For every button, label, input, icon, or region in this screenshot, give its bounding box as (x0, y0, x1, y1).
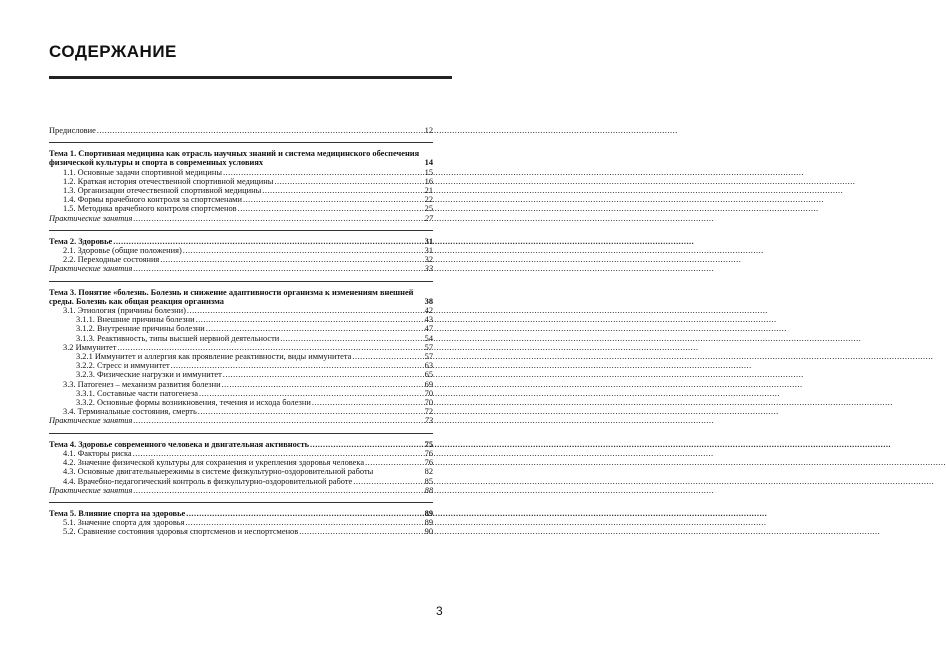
toc-entry-title: 2.2. Переходные состояния (63, 255, 160, 265)
toc-entry-title: 1.4. Формы врачебного контроля за спортсменами (63, 195, 242, 205)
toc-entry-page: 31 (424, 246, 433, 256)
toc-entry[interactable] (49, 195, 433, 204)
toc-entry-page: 76 (424, 458, 433, 468)
toc-entry-page: 75 (424, 439, 433, 449)
toc-entry[interactable] (49, 255, 433, 264)
toc-entry-page: 31 (424, 236, 433, 246)
toc-entry-page: 43 (424, 315, 433, 325)
title-rule (49, 76, 452, 79)
toc-entry-page: 76 (424, 448, 433, 458)
toc-entry-title: 3.1. Этиология (причины болезни) (63, 306, 186, 316)
toc-entry-page: 27 (424, 213, 433, 223)
table-of-contents (49, 126, 433, 544)
page-title: СОДЕРЖАНИЕ (49, 42, 177, 61)
toc-entry-page: 21 (424, 186, 433, 196)
toc-entry[interactable] (49, 467, 433, 476)
toc-entry-page: 38 (424, 296, 433, 306)
toc-entry-page: 47 (424, 324, 433, 334)
toc-topic-5-heading[interactable] (49, 509, 433, 518)
toc-entry-title: 3.3.2. Основные формы возникновения, течения и исхода болезни (76, 398, 311, 408)
toc-entry-page: 82 (424, 467, 433, 477)
toc-entry-page: 12 (424, 126, 433, 135)
toc-subentry[interactable] (49, 324, 433, 333)
toc-section-topic-4 (49, 440, 433, 495)
toc-subentry[interactable] (49, 398, 433, 407)
toc-entry-page: 89 (424, 518, 433, 528)
toc-entry[interactable] (49, 186, 433, 195)
toc-entry[interactable] (49, 407, 433, 416)
toc-entry-title: Практические занятия (49, 485, 133, 495)
toc-subentry[interactable] (49, 352, 433, 361)
toc-entry-title: 5.2. Сравнение состояния здоровья спортсменов и неспортсменов (63, 527, 299, 537)
section-divider (49, 142, 433, 143)
toc-topic-title: Тема 3. Понятие «болезнь. Болезнь и снижение адаптивности организма к изменениям внешней среды. Болезнь как общая реакция организма (49, 287, 414, 306)
toc-topic-4-heading[interactable] (49, 440, 433, 449)
toc-entry-title: 3.1.3. Реактивность, типы высшей нервной деятельности (76, 333, 280, 343)
toc-entry[interactable] (49, 477, 433, 486)
toc-entry-title: 1.2. Краткая история отечественной спортивной медицины (63, 176, 274, 186)
toc-entry-page: 42 (424, 306, 433, 316)
toc-entry[interactable] (49, 380, 433, 389)
toc-entry-title: 3.2.3. Физические нагрузки и иммунитет (76, 370, 222, 380)
toc-subentry[interactable] (49, 361, 433, 370)
toc-entry[interactable] (49, 518, 433, 527)
toc-topic-title: Тема 1. Спортивная медицина как отрасль научных знаний и система медицинского обеспечения физической культуры и спорта в современных условиях (49, 149, 420, 168)
toc-topic-3-heading[interactable] (49, 288, 433, 306)
toc-entry-page: 16 (424, 176, 433, 186)
toc-entry-page: 85 (424, 476, 433, 486)
toc-entry-page: 32 (424, 255, 433, 265)
section-divider (49, 281, 433, 282)
toc-entry[interactable] (49, 527, 433, 536)
toc-subentry[interactable] (49, 334, 433, 343)
toc-entry[interactable] (49, 177, 433, 186)
page-number: 3 (436, 604, 443, 618)
toc-entry[interactable] (49, 168, 433, 177)
toc-entry-title: 5.1. Значение спорта для здоровья (63, 518, 185, 528)
toc-entry-page: 57 (424, 352, 433, 362)
toc-entry-page: 70 (424, 388, 433, 398)
toc-subentry[interactable] (49, 389, 433, 398)
toc-entry-page: 90 (424, 527, 433, 537)
section-divider (49, 230, 433, 231)
toc-entry-title: Практические занятия (49, 416, 133, 426)
toc-entry-title: Практические занятия (49, 213, 133, 223)
toc-entry-page: 88 (424, 485, 433, 495)
toc-topic-title: Тема 5. Влияние спорта на здоровье (49, 508, 186, 518)
toc-entry-page: 65 (424, 370, 433, 380)
toc-entry-title: 3.1.2. Внутренние причины болезни (76, 324, 205, 334)
toc-entry-practice[interactable] (49, 416, 433, 425)
toc-entry-page: 89 (424, 508, 433, 518)
toc-section-topic-3 (49, 288, 433, 426)
toc-entry-preface[interactable] (49, 126, 433, 135)
toc-entry-title: 3.3. Патогенез – механизм развития болезни (63, 379, 221, 389)
toc-entry[interactable] (49, 246, 433, 255)
toc-topic-2-heading[interactable] (49, 237, 433, 246)
toc-entry-practice[interactable] (49, 486, 433, 495)
toc-entry-page: 14 (424, 158, 433, 168)
toc-entry-title: 4.2. Значение физической культуры для сохранения и укрепления здоровья человека (63, 458, 365, 468)
toc-section-topic-5 (49, 509, 433, 537)
toc-topic-title: Тема 2. Здоровье (49, 236, 113, 246)
toc-section-preface (49, 126, 433, 135)
toc-entry[interactable] (49, 204, 433, 213)
toc-topic-1-heading[interactable] (49, 149, 433, 167)
toc-entry-page: 54 (424, 333, 433, 343)
toc-entry-title: 1.1. Основные задачи спортивной медицины (63, 167, 222, 177)
toc-entry-practice[interactable] (49, 264, 433, 273)
toc-entry-page: 33 (424, 264, 433, 274)
toc-entry-title: 3.2.1 Иммунитет и аллергия как проявление реактивности, виды иммунитета (76, 352, 352, 362)
toc-entry-title: Практические занятия (49, 264, 133, 274)
toc-entry-title: 1.5. Методика врачебного контроля спортсменов (63, 204, 237, 214)
toc-entry-practice[interactable] (49, 214, 433, 223)
toc-entry-title: 3.1.1. Внешние причины болезни (76, 315, 195, 325)
toc-section-topic-2 (49, 237, 433, 274)
toc-entry[interactable] (49, 306, 433, 315)
section-divider (49, 502, 433, 503)
toc-entry-page: 73 (424, 416, 433, 426)
toc-entry-page: 57 (424, 342, 433, 352)
toc-entry[interactable] (49, 343, 433, 352)
toc-entry[interactable] (49, 449, 433, 458)
toc-entry-title: 2.1. Здоровье (общие положения) (63, 246, 182, 256)
toc-subentry[interactable] (49, 315, 433, 324)
toc-entry-title: 1.3. Организации отечественной спортивной медицины (63, 186, 262, 196)
toc-topic-title: Тема 4. Здоровье современного человека и двигательная активность (49, 439, 310, 449)
toc-entry-page: 72 (424, 407, 433, 417)
section-divider (49, 433, 433, 434)
toc-entry-title: 3.4. Терминальные состояния, смерть (63, 407, 197, 417)
toc-entry-page: 22 (424, 195, 433, 205)
toc-entry-title: 3.3.1. Составные части патогенеза (76, 388, 198, 398)
toc-entry-page: 69 (424, 379, 433, 389)
toc-entry-title: 3.2 Иммунитет (63, 342, 117, 352)
toc-entry-page: 63 (424, 361, 433, 371)
toc-section-topic-1 (49, 149, 433, 223)
toc-entry-title: 3.2.2. Стресс и иммунитет (76, 361, 170, 371)
toc-entry-title: Предисловие (49, 126, 96, 135)
toc-entry-title: 4.3. Основные двигательныережимы в системе физкультурно-оздоровительной работы (63, 467, 374, 477)
toc-entry-title: 4.4. Врачебно-педагогический контроль в физкультурно-оздоровительной работе (63, 476, 353, 486)
toc-entry-title: 4.1. Факторы риска (63, 448, 132, 458)
toc-entry-page: 25 (424, 204, 433, 214)
toc-entry[interactable] (49, 458, 433, 467)
toc-subentry[interactable] (49, 370, 433, 379)
toc-entry-page: 70 (424, 398, 433, 408)
toc-entry-page: 15 (424, 167, 433, 177)
